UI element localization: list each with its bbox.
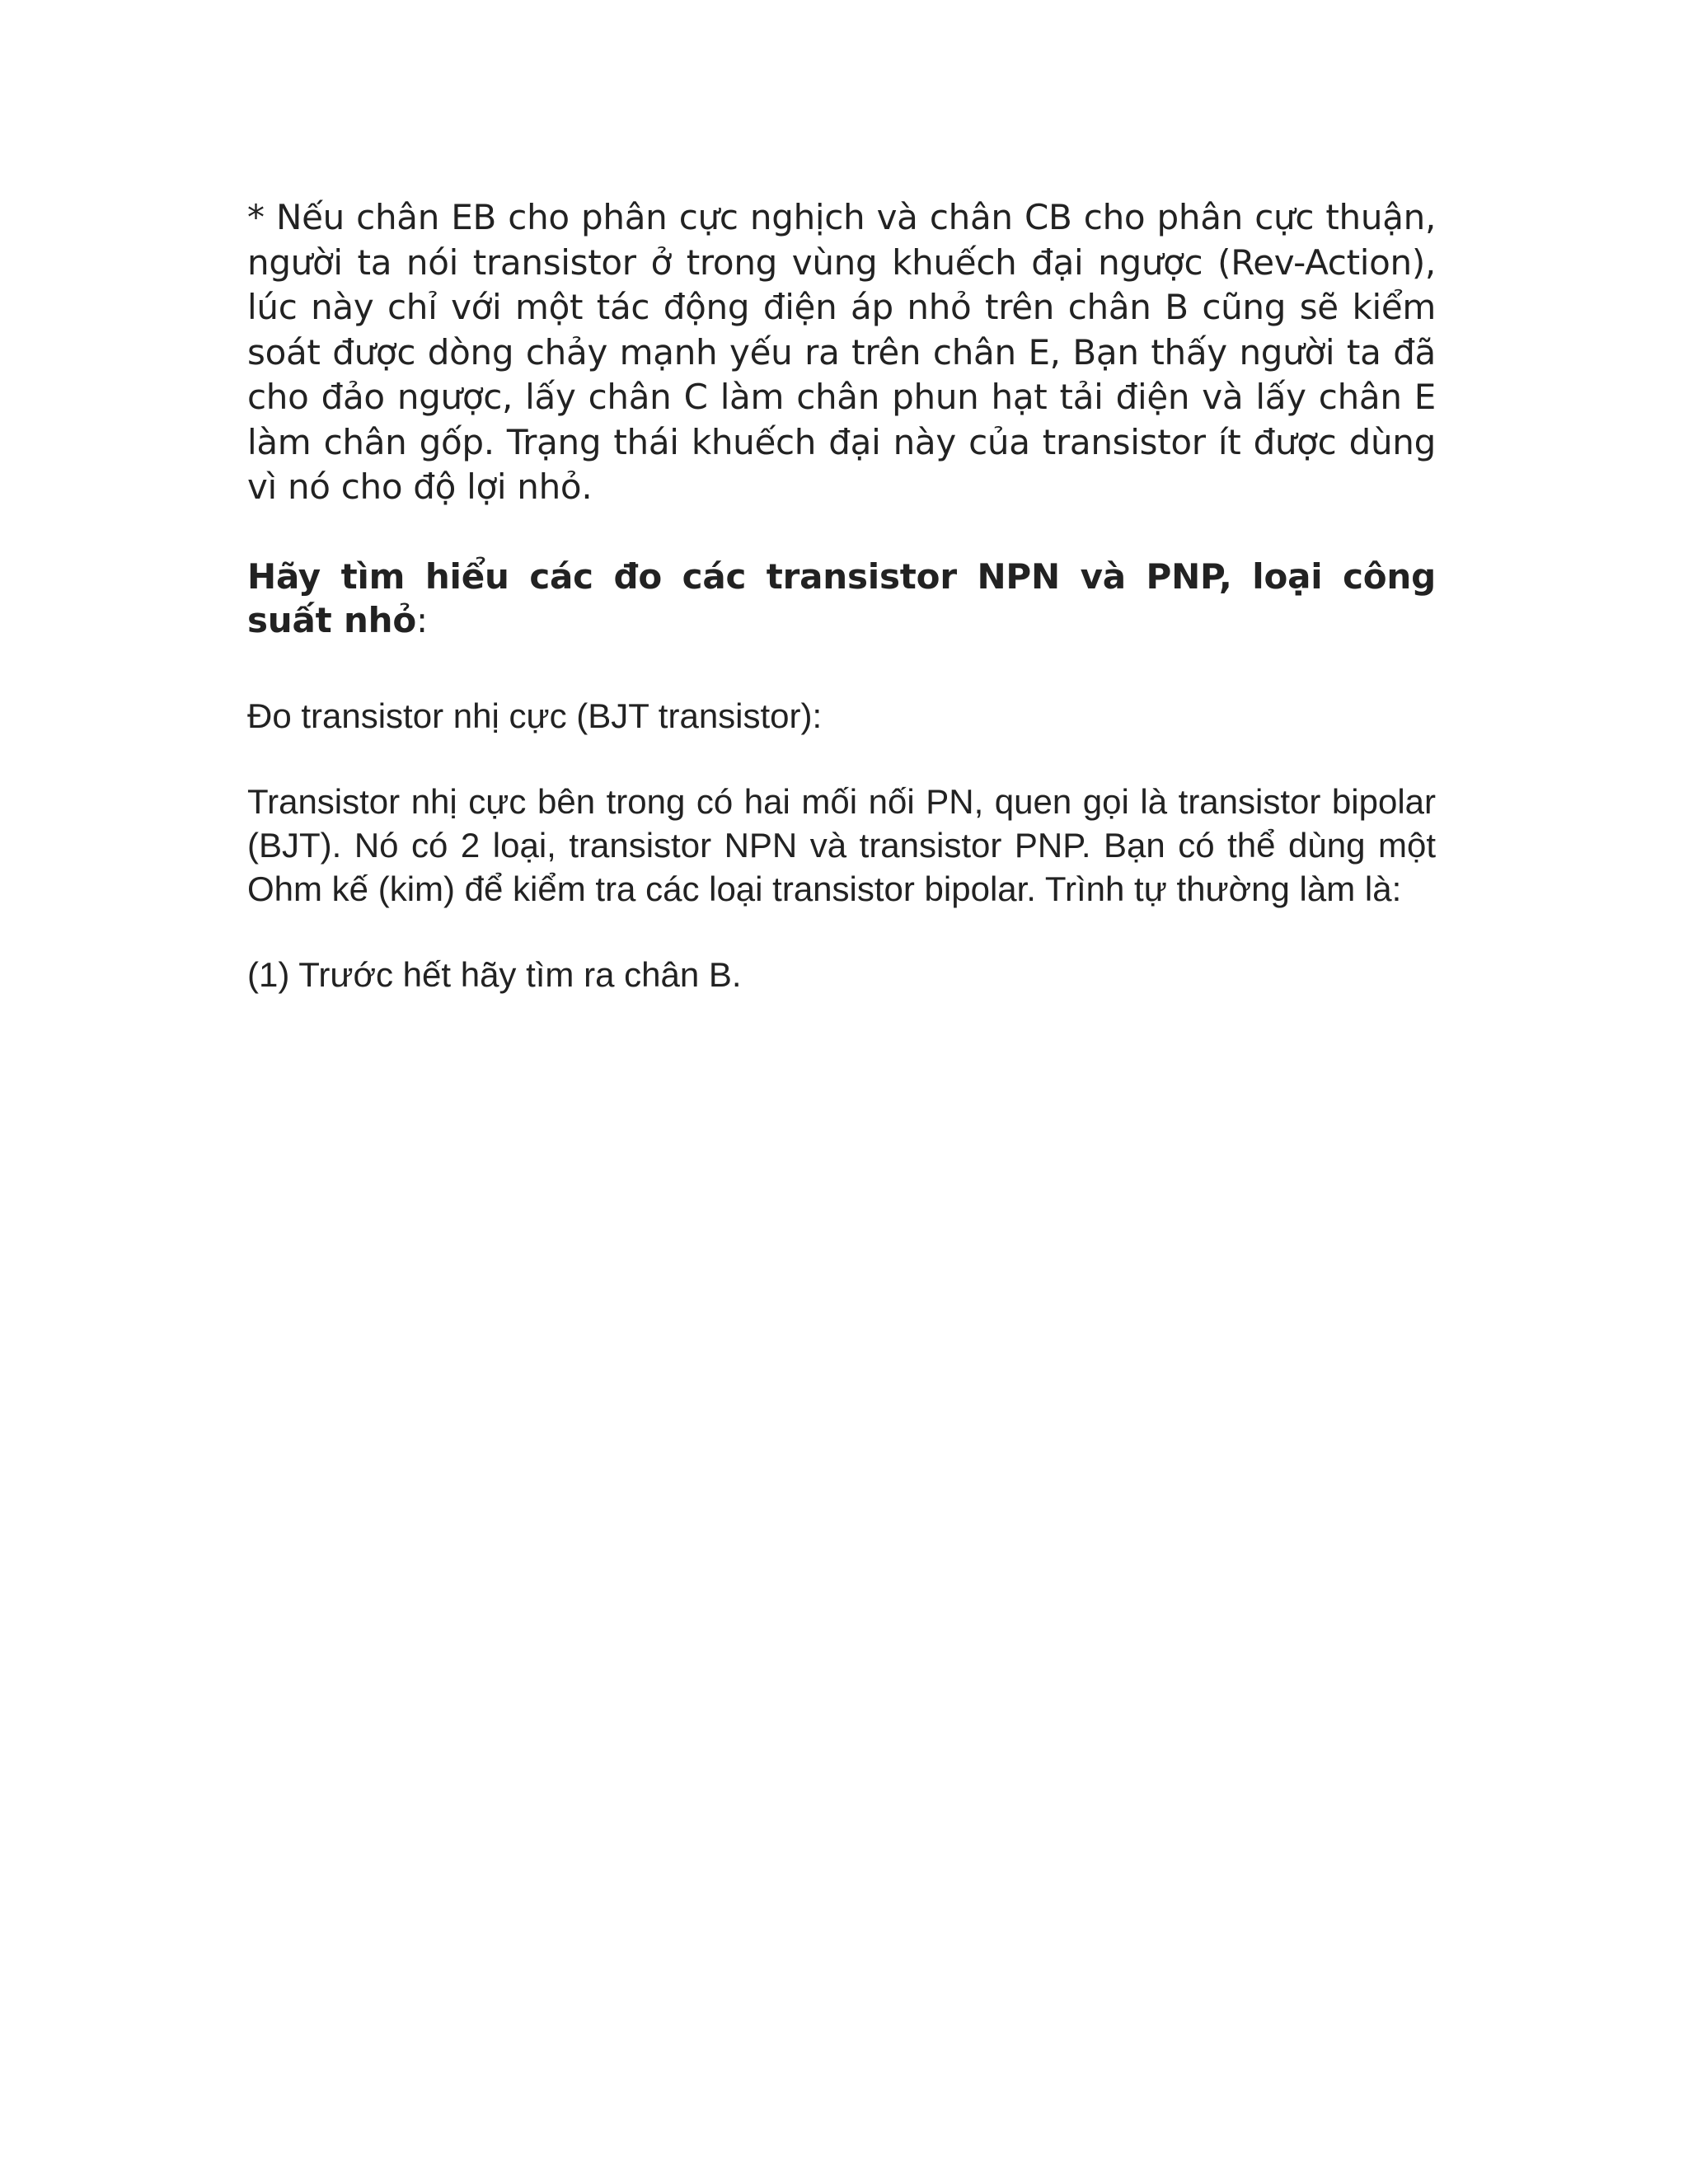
section-heading-text: Hãy tìm hiểu các đo các transistor NPN và PNP, loại công suất nhỏ [247, 555, 1436, 640]
section-heading [247, 555, 1436, 642]
paragraph-reverse-action: * Nếu chân EB cho phân cực nghịch và chân CB cho phân cực thuận, người ta nói transistor ở trong vùng khuếch đại ngược (Rev-Action), lúc này chỉ với một tác động điện áp nhỏ trên chân B cũng sẽ kiểm soát được dòng chảy mạnh yếu ra trên chân E, Bạn thấy người ta đã cho đảo ngược, lấy chân C làm chân phun hạt tải điện và lấy chân E làm chân gốp. Trạng thái khuếch đại này của transistor ít được dùng vì nó cho độ lợi nhỏ. [247, 197, 1436, 507]
subtitle-bjt: Đo transistor nhị cực (BJT transistor): [247, 696, 823, 735]
step-1: (1) Trước hết hãy tìm ra chân B. [247, 954, 742, 994]
paragraph-bjt-intro: Transistor nhị cực bên trong có hai mối nối PN, quen gọi là transistor bipolar (BJT). Nó có 2 loại, transistor NPN và transistor PNP. Bạn có thể dùng một Ohm kế (kim) để kiểm tra các loại transistor bipolar. Trình tự thường làm là: [247, 781, 1436, 908]
section-heading-colon: : [416, 599, 428, 640]
document-body [247, 195, 1436, 996]
